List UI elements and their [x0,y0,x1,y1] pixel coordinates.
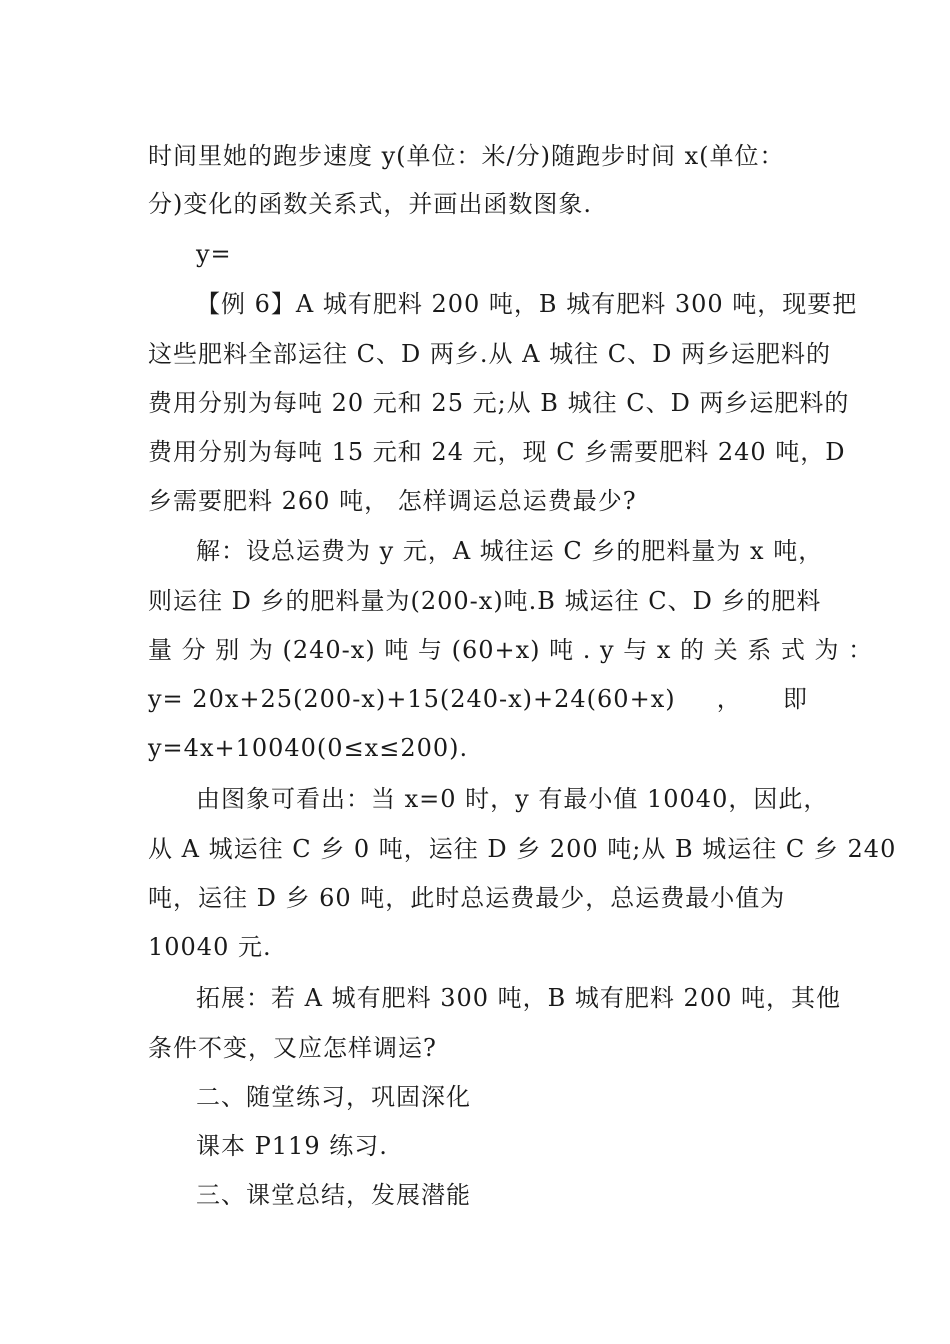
text-line: 分)变化的函数关系式，并画出函数图象. [148,190,592,218]
text-line: 这些肥料全部运往 C、D 两乡.从 A 城往 C、D 两乡运肥料的 [148,340,831,368]
text-line: 乡需要肥料 260 吨， 怎样调运总运费最少? [148,487,637,515]
text-line: y= [196,240,232,268]
text-line: 时间里她的跑步速度 y(单位：米/分)随跑步时间 x(单位： [148,142,785,170]
text-line: 费用分别为每吨 15 元和 24 元，现 C 乡需要肥料 240 吨，D [148,438,846,466]
formula-line [148,682,808,716]
formula-text: y= 20x+25(200-x)+15(240-x)+24(60+x) [148,685,676,713]
formula-line: y=4x+10040(0≤x≤200). [148,734,469,762]
text-line: 则运往 D 乡的肥料量为(200-x)吨.B 城运往 C、D 乡的肥料 [148,587,822,615]
section-heading: 三、课堂总结，发展潜能 [196,1181,471,1209]
text-line: 课本 P119 练习. [196,1132,388,1160]
formula-comma: ， [716,685,742,713]
formula-ji: 即 [783,685,808,713]
section-heading: 二、随堂练习，巩固深化 [196,1083,471,1111]
text-line: 10040 元. [148,933,272,961]
text-line: 从 A 城运往 C 乡 0 吨，运往 D 乡 200 吨;从 B 城运往 C 乡 240 [148,835,897,863]
text-line: 条件不变，又应怎样调运? [148,1034,437,1062]
text-line: 吨，运往 D 乡 60 吨，此时总运费最少，总运费最小值为 [148,884,786,912]
text-line: 费用分别为每吨 20 元和 25 元;从 B 城往 C、D 两乡运肥料的 [148,389,850,417]
solution-line: 解：设总运费为 y 元，A 城往运 C 乡的肥料量为 x 吨， [196,537,824,565]
text-line: 由图象可看出：当 x=0 时，y 有最小值 10040，因此， [196,785,829,813]
example-heading-line: 【例 6】A 城有肥料 200 吨，B 城有肥料 300 吨，现要把 [196,290,858,318]
extension-line: 拓展：若 A 城有肥料 300 吨，B 城有肥料 200 吨，其他 [196,984,841,1012]
text-line: 量 分 别 为 (240-x) 吨 与 (60+x) 吨 . y 与 x 的 关 系 式 为 ： [148,636,874,664]
